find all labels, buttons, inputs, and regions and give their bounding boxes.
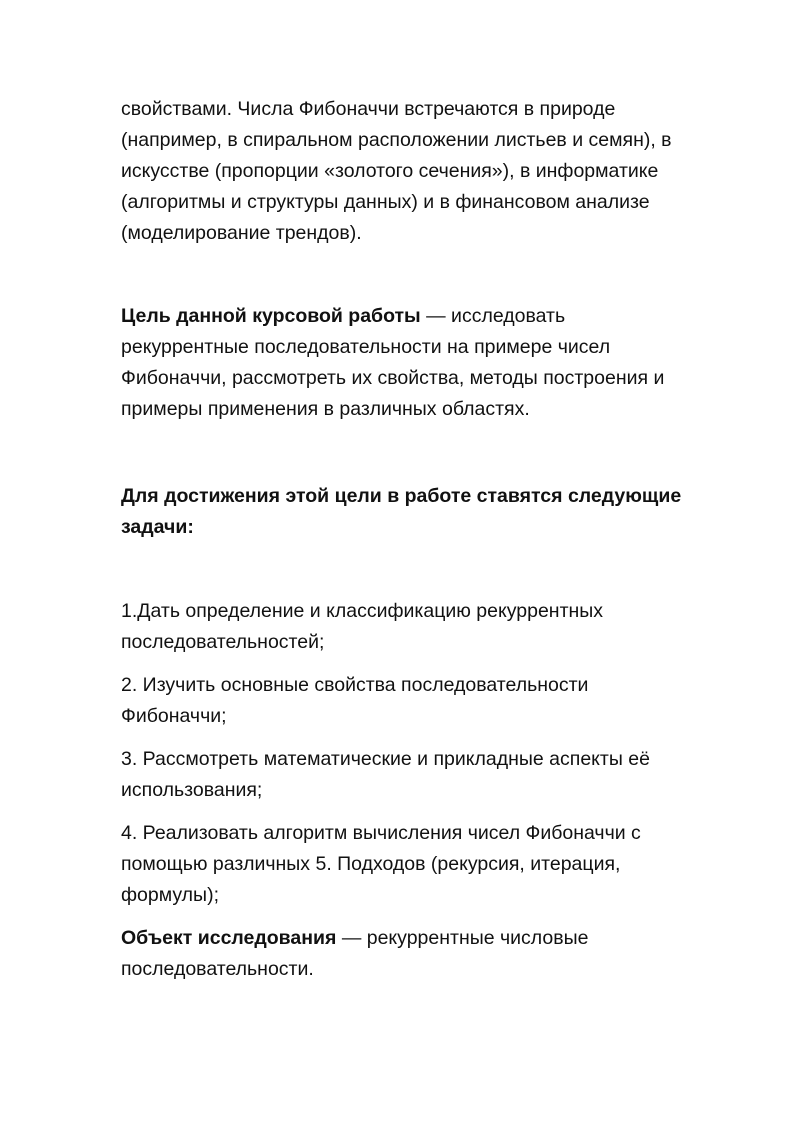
task-line: помощью различных 5. Подходов (рекурсия, итерация, xyxy=(121,853,621,875)
object-bold-label: Объект исследования xyxy=(121,927,337,949)
task-line: 3. Рассмотреть математические и прикладные аспекты её xyxy=(121,748,650,770)
goal-first-line xyxy=(121,301,691,332)
intro-line: (алгоритмы и структуры данных) и в финансовом анализе xyxy=(121,191,650,213)
task-line: 1.Дать определение и классификацию рекуррентных xyxy=(121,600,604,622)
intro-paragraph xyxy=(121,94,691,249)
goal-line: Фибоначчи, рассмотреть их свойства, методы построения и xyxy=(121,367,665,389)
goal-paragraph xyxy=(121,301,691,425)
goal-bold-label: Цель данной курсовой работы xyxy=(121,305,421,327)
goal-line-rest: — исследовать xyxy=(420,305,566,327)
task-line: последовательностей; xyxy=(121,631,325,653)
task-line: Фибоначчи; xyxy=(121,705,227,727)
task-line: 4. Реализовать алгоритм вычисления чисел Фибоначчи с xyxy=(121,822,641,844)
object-line: последовательности. xyxy=(121,958,314,980)
object-first-line xyxy=(121,923,691,954)
intro-line: свойствами. Числа Фибоначчи встречаются в природе xyxy=(121,98,616,120)
task-item-4 xyxy=(121,818,691,911)
task-item-3 xyxy=(121,744,691,806)
object-line-rest: — рекуррентные числовые xyxy=(336,927,589,949)
task-item-1 xyxy=(121,596,691,658)
object-paragraph xyxy=(121,923,691,985)
tasks-heading xyxy=(121,481,691,543)
tasks-heading-line: задачи: xyxy=(121,516,194,538)
goal-line: рекуррентные последовательности на примере чисел xyxy=(121,336,611,358)
intro-line: (моделирование трендов). xyxy=(121,222,362,244)
task-line: использования; xyxy=(121,779,263,801)
task-line: 2. Изучить основные свойства последовательности xyxy=(121,674,589,696)
task-line: формулы); xyxy=(121,884,219,906)
intro-line: (например, в спиральном расположении листьев и семян), в xyxy=(121,129,672,151)
task-item-2 xyxy=(121,670,691,732)
goal-line: примеры применения в различных областях. xyxy=(121,398,530,420)
tasks-heading-line: Для достижения этой цели в работе ставятся следующие xyxy=(121,485,682,507)
intro-line: искусстве (пропорции «золотого сечения»), в информатике xyxy=(121,160,659,182)
